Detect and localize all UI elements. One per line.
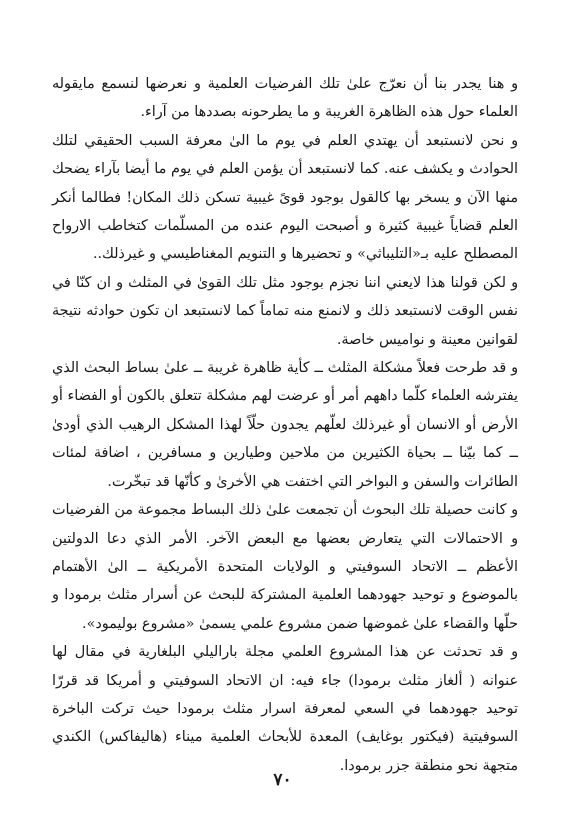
page-number: ٧٠ — [273, 770, 292, 790]
paragraph-6: و قد تحدثت عن هذا المشروع العلمي مجلة باراليلي البلغارية في مقال لها عنوانه ( ألغاز مثلث برمودا) جاء فيه: ان الاتحاد السوفيتي و أمريكا قد قررّا توحيد جهودهما في السعي لمعرفة اسرار مثلث برمودا حيث تركت الباخرة السوفيتية (فيكتور بوغايف) المعدة للأبحاث العلمية ميناء (هاليفاكس) الكندي متجهة نحو منطقة جزر برمودا. — [52, 644, 518, 774]
paragraph-4: و قد طرحت فعلاً مشكلة المثلث ــ كأية ظاهرة غريبة ــ علىٰ بساط البحث الذي يفترشه العلماء كلّما داههم أمر أو عرضت لهم مشكلة تتعلق بالكون أو الفضاء أو الأرض أو الانسان أو غيرذلك لعلّهم يجدون حلّاً لهذا المشكل الرهيب الذي أودىٰ ــ كما بيّنا ــ بحياة الكثيرين من ملاحين وطيارين و مسافرين ، اضافة لمئات الطائرات والسفن و البواخر التي اختفت هي الأخرىٰ و كأنّها قد تبخّرت. — [52, 360, 518, 490]
paragraph-1: و هنا يجدر بنا أن نعرّج علىٰ تلك الفرضيات العلمية و نعرضها لنسمع مايقوله العلماء حول هذه الظاهرة الغريبة و ما يطرحونه بصددها من آراء. — [52, 76, 518, 121]
page-body — [52, 70, 518, 780]
paragraph-3: و لكن قولنا هذا لايعني اننا نجزم بوجود مثل تلك القوىٰ في المثلث و ان كنّا في نفس الوقت لانستبعد ذلك و لانمنع منه تماماً كما لانستبعد ان تكون حوادثه نتيجة لقوانين معينة و نواميس خاصة. — [52, 274, 518, 348]
paragraph-2: و نحن لانستبعد أن يهتدي العلم في يوم ما الىٰ معرفة السبب الحقيقي لتلك الحوادث و يكشف عنه. كما لانستبعد أن يؤمن العلم في يوم ما أيضا بآراء يضحك منها الآن و يسخر بها كالقول بوجود قوىً غيبية تسكن ذلك المكان! فطالما أنكر العلم قضاياً غيبية كثيرة و أصبحت اليوم عنده من المسلّمات كتخاطب الارواح المصطلح عليه بـ«التليباثي» و تحضيرها و التنويم المغناطيسي و غيرذلك.. — [52, 132, 518, 263]
paragraph-5: و كانت حصيلة تلك البحوث أن تجمعت علىٰ ذلك البساط مجموعة من الفرضيات و الاحتمالات التي يتعارض بعضها مع البعض الآخر. الأمر الذي دعا الدولتين الأعظم ــ الاتحاد السوفيتي و الولايات المتحدة الأمريكية ــ الىٰ الأهتمام بالموضوع و توحيد جهودهما العلمية المشتركة للبحث عن أسرار مثلث برمودا و حلّها والقضاء علىٰ غموضها ضمن مشروع علمي يسمىٰ «مشروع بوليمود». — [52, 502, 518, 632]
